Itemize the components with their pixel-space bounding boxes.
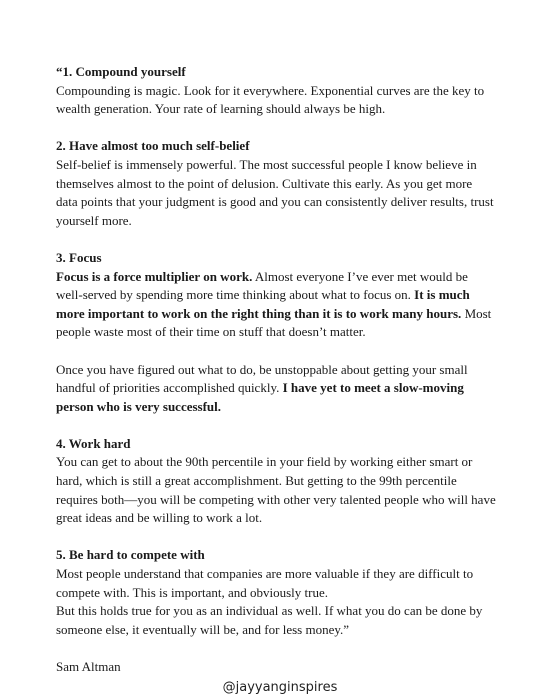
section-paragraph xyxy=(56,268,496,342)
text-run: Self-belief is immensely powerful. The most successful people I know believe in themselves almost to the point of delusion. Cultivate this early. As you get more data points that your judgment is good and you can consistently deliver results, trust yourself more. xyxy=(56,156,494,228)
author-signature: Sam Altman xyxy=(56,659,121,674)
bold-text-run: I have yet to meet a slow-moving person who is very successful. xyxy=(56,380,464,414)
text-run: Most people waste most of their time on stuff that doesn’t matter. xyxy=(56,305,492,340)
sections-container xyxy=(56,63,496,639)
text-run: You can get to about the 90th percentile in your field by working either smart or hard, which is still a great accomplishment. But getting to the 99th percentile requires both—you will be competing with other very talented people who will have great ideas and be willing to work a lot. xyxy=(56,454,496,526)
section-paragraph xyxy=(56,565,496,602)
section-heading: “1. Compound yourself xyxy=(56,64,186,79)
section-paragraph xyxy=(56,602,496,639)
bold-text-run: Focus is a force multiplier on work. xyxy=(56,268,253,284)
section-paragraph xyxy=(56,82,496,119)
bold-text-run: It is much more important to work on the right thing than it is to work many hours. xyxy=(56,287,470,321)
section-heading: 3. Focus xyxy=(56,249,102,265)
section-3 xyxy=(56,249,496,416)
section-heading: 5. Be hard to compete with xyxy=(56,547,205,563)
section-5 xyxy=(56,546,496,639)
document-body xyxy=(56,63,496,677)
text-run: Once you have figured out what to do, be unstoppable about getting your small handful of priorities accomplished quickly. xyxy=(56,361,468,396)
section-1 xyxy=(56,63,496,119)
text-run: Most people understand that companies are more valuable if they are difficult to compete with. This is important, and obviously true. xyxy=(56,566,474,600)
text-run: But this holds true for you as an individual as well. If what you do can be done by someone else, it eventually will be, and for less money.” xyxy=(56,603,483,637)
text-run: Almost everyone I’ve ever met would be well-served by spending more time thinking about what to focus on. xyxy=(56,268,468,303)
footer-handle: @jayyanginspires xyxy=(222,680,338,695)
section-2 xyxy=(56,137,496,230)
section-4 xyxy=(56,435,496,528)
section-heading: 2. Have almost too much self-belief xyxy=(56,138,250,154)
section-paragraph xyxy=(56,453,496,527)
section-paragraph xyxy=(56,361,496,417)
section-heading: 4. Work hard xyxy=(56,435,131,451)
text-run: Compounding is magic. Look for it everywhere. Exponential curves are the key to wealth generation. Your rate of learning should always be high. xyxy=(56,82,485,117)
section-paragraph xyxy=(56,156,496,230)
